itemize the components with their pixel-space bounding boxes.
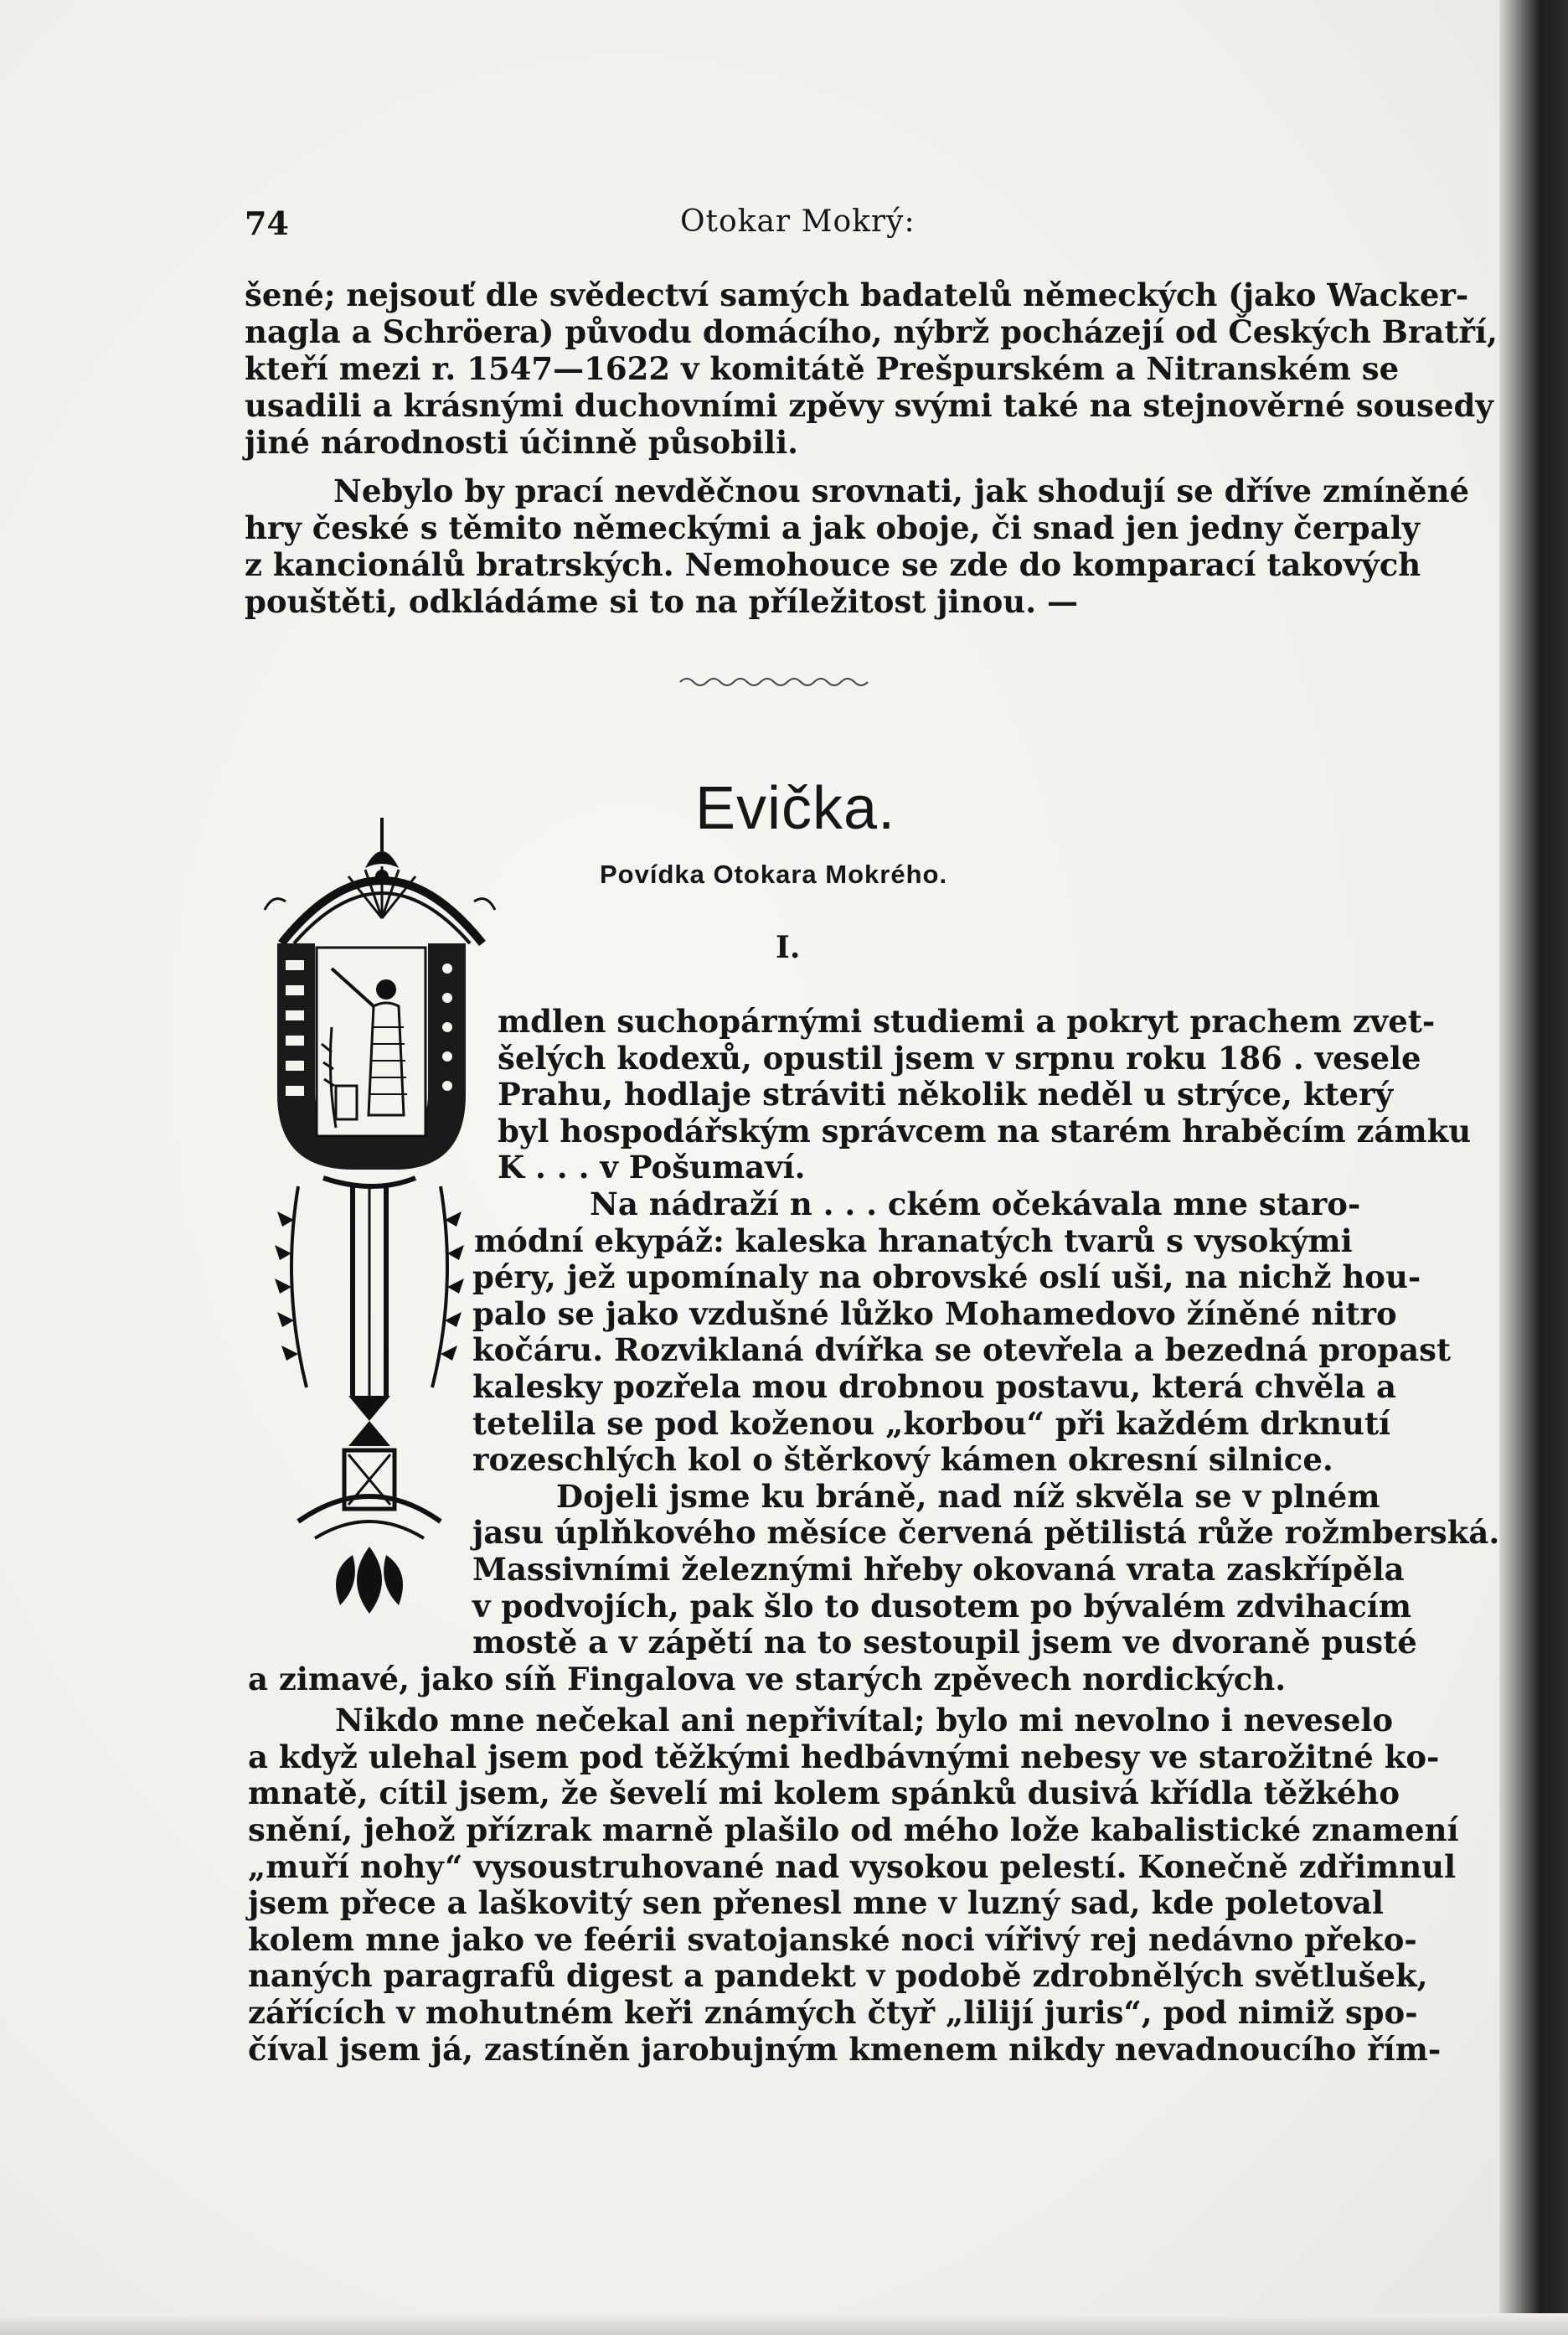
text-line: šené; nejsouť dle svědectví samých badatelů německých (jako Wacker- [245,276,1469,313]
page-number: 74 [245,204,289,242]
text-line: a zimavé, jako síň Fingalova ve starých zpěvech nordických. [248,1660,1287,1697]
text-line: rozeschlých kol o štěrkový kámen okresní silnice. [472,1441,1333,1479]
running-head-title: Otokar Mokrý: [680,204,916,239]
text-line: mostě a v zápětí na to sestoupil jsem ve dvoraně pusté [472,1624,1417,1661]
text-line: mnatě, cítil jsem, že ševelí mi kolem spánků dusivá křídla těžkého [248,1774,1400,1812]
text-line: z kancionálů bratrských. Nemohouce se zde do komparací takových [245,546,1421,583]
text-line: snění, jehož přízrak marně plašilo od mého lože kabalistické znamení [248,1811,1459,1849]
text-line: kočáru. Rozviklaná dvířka se otevřela a bezedná propast [472,1331,1452,1369]
text-line: usadili a krásnými duchovními zpěvy svými také na stejnověrné sousedy [245,387,1493,424]
chapter-number: I. [776,930,801,965]
text-line: naných paragrafů digest a pandekt v podobě zdrobnělých světlušek, [248,1957,1428,1995]
text-line: zářících v mohutném keři známých čtyř „lilijí juris“, pod nimiž spo- [248,1994,1418,2032]
text-line: Dojeli jsme ku bráně, nad níž skvěla se v plném [556,1477,1380,1515]
text-line: pouštěti, odkládáme si to na příležitost jinou. — [245,583,1078,620]
previous-article-paragraph-1 [245,276,1498,461]
text-line: palo se jako vzdušné lůžko Mohamedovo žíněné nitro [472,1294,1397,1332]
text-line: módní ekypáž: kaleska hranatých tvarů s vysokými [474,1222,1353,1259]
text-line: nagla a Schröera) původu domácího, nýbrž pocházejí od Českých Bratří, [245,313,1498,350]
text-line: péry, jež upomínaly na obrovské oslí uši, na nichž hou- [472,1258,1421,1296]
story-title: Evička. [695,775,896,842]
text-line: byl hospodářským správcem na starém hraběcím zámku [498,1112,1472,1149]
page-bottom-edge [0,2313,1568,2335]
text-line: jasu úplňkového měsíce červená pětilistá růže rožmberská. [472,1514,1500,1552]
text-line: číval jsem já, zastíněn jarobujným kmenem nikdy nevadnoucího řím- [248,2030,1442,2068]
text-line: kalesky pozřela mou drobnou postavu, která chvěla a [472,1367,1397,1405]
text-line: kolem mne jako ve feérii svatojanské noci vířivý rej nedávno překo- [248,1920,1417,1958]
previous-article-paragraph-2 [245,473,1470,620]
text-line: šelých kodexů, opustil jsem v srpnu roku 186 . vesele [498,1039,1421,1077]
page-binding-edge [1499,0,1568,2335]
text-line: kteří mezi r. 1547—1622 v komitátě Prešpurském a Nitranském se [245,350,1400,387]
text-line: K . . . v Pošumaví. [498,1149,806,1186]
text-line: Na nádraží n . . . ckém očekávala mne staro- [590,1185,1361,1222]
text-line: Nikdo mne nečekal ani nepřivítal; bylo mi nevolno i neveselo [335,1702,1394,1739]
text-line: tetelila se pod koženou „korbou“ při každém drknutí [472,1404,1391,1442]
text-line: Prahu, hodlaje stráviti několik neděl u strýce, který [498,1076,1394,1113]
story-text [248,1003,1500,2068]
text-line: jsem přece a laškovitý sen přenesl mne v luzný sad, kde poletoval [248,1884,1384,1922]
text-line: „muří nohy“ vysoustruhované nad vysokou pelestí. Konečně zdřimnul [248,1847,1457,1885]
text-line: jiné národnosti účinně působili. [245,424,799,461]
text-line: v podvojích, pak šlo to dusotem po bývalém zdvihacím [472,1587,1411,1625]
running-head [245,204,1320,251]
text-line: a když ulehal jsem pod těžkými hedbávnými nebesy ve starožitné ko- [248,1738,1440,1775]
text-line: hry české s těmito německými a jak oboje, či snad jen jedny čerpaly [245,509,1421,546]
text-line: Massivními železnými hřeby okovaná vrata zaskřípěla [472,1550,1405,1588]
story-subtitle: Povídka Otokara Mokrého. [600,860,948,889]
decorative-rule-ornament [677,670,869,692]
text-line: mdlen suchopárnými studiemi a pokryt prachem zvet- [498,1003,1436,1040]
text-line: Nebylo by prací nevděčnou srovnati, jak shodují se dříve zmíněné [333,473,1470,509]
